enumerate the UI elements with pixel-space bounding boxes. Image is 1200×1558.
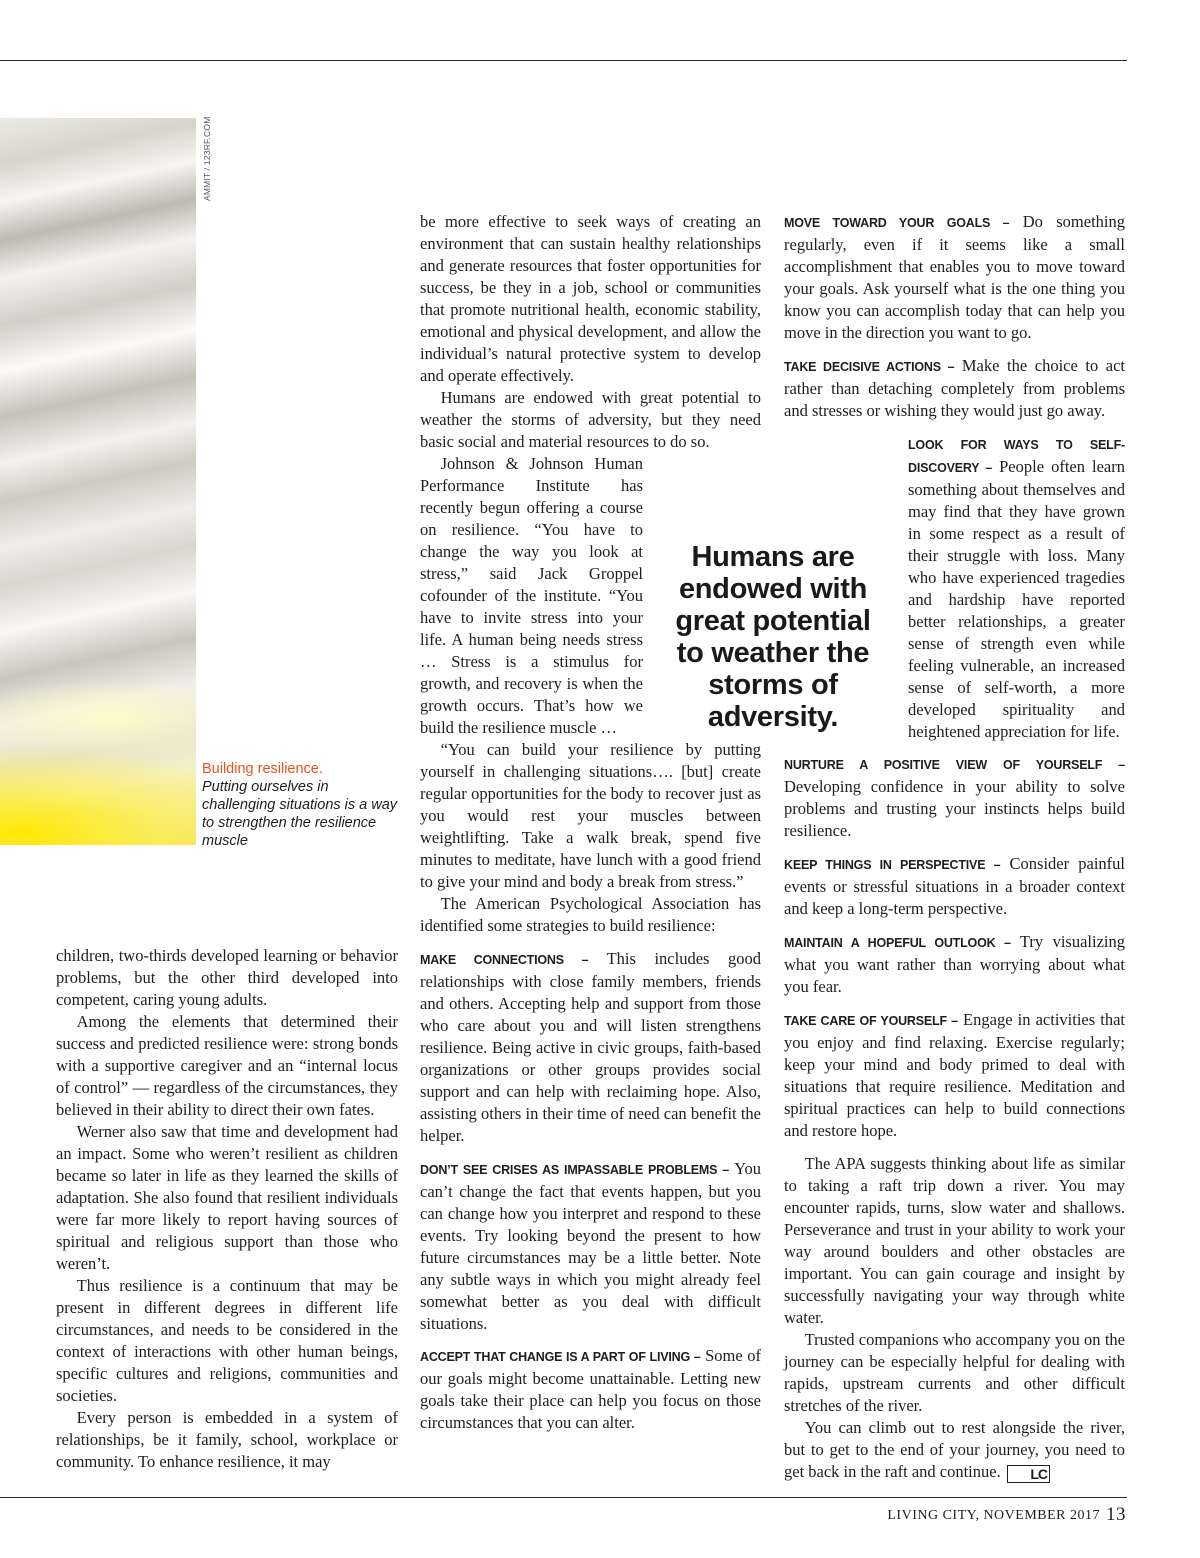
- bottom-rule: [0, 1497, 1127, 1498]
- pull-quote: Humans are endowed with great potential to weather the storms of adversity.: [675, 541, 871, 733]
- paragraph: Johnson & Johnson Human Performance Institute has recently begun offering a course on resilience. “You have to change the way you look at stress,” said Jack Groppel cofounder of the institute. “You have to invite stress into your life. A human being needs stress … Stress is a stimulus for growth, and recovery is when the growth occurs. That’s how we build the resilience muscle …: [420, 454, 643, 737]
- tip-text: Some of our goals might become unattainable. Letting new goals take their place can help you focus on those circumstances that you can alter.: [420, 1346, 761, 1433]
- paragraph: The APA suggests thinking about life as similar to taking a raft trip down a river. You may encounter rapids, turns, slow water and shallows. Perseverance and trust in your ability to work your way around boulders and other obstacles are important. You can gain courage and insight by successfully navigating your way through white water.: [784, 1153, 1125, 1327]
- page-number: 13: [1106, 1504, 1126, 1525]
- tip-lead: MAKE CONNECTIONS –: [420, 952, 589, 967]
- publication-name: LIVING CITY, NOVEMBER 2017: [887, 1508, 1100, 1523]
- paragraph: [784, 1417, 1125, 1483]
- paragraph: be more effective to seek ways of creating an environment that can sustain healthy relationships and generate resources that foster opportunities for success, be they in a job, school or communities that promote nutritional health, economic stability, emotional and physical development, and allow the individual’s natural protective system to develop and operate effectively.: [420, 212, 761, 385]
- tip-text: Engage in activities that you enjoy and find relaxing. Exercise regularly; keep your mind and body primed to deal with situations that require resilience. Meditation and spiritual practices can help to build connections and restore hope.: [784, 1009, 1126, 1140]
- paragraph: children, two-thirds developed learning or behavior problems, but the other third developed into competent, caring young adults.: [56, 946, 398, 1009]
- column-1: [56, 945, 398, 1473]
- caption-title: Building resilience.: [202, 761, 323, 777]
- top-rule: [0, 60, 1127, 61]
- photo-motion-blur-yellow: [0, 118, 196, 845]
- tip-lead: NURTURE A POSITIVE VIEW OF YOURSELF –: [784, 758, 1125, 773]
- photo-credit: AMMIT / 123RF.COM: [202, 116, 212, 201]
- paragraph: The American Psychological Association has identified some strategies to build resilience:: [420, 894, 761, 935]
- tip-dont-see-crises: [420, 1158, 761, 1335]
- paragraph: Trusted companions who accompany you on the journey can be especially helpful for dealing with rapids, upstream currents and other difficult stretches of the river.: [784, 1329, 1125, 1415]
- tip-take-care: [784, 1009, 1125, 1142]
- end-mark-icon: LC: [1007, 1465, 1050, 1483]
- closing-text: You can climb out to rest alongside the river, but to get to the end of your journey, you need to get back in the raft and continue.: [784, 1417, 1125, 1481]
- caption-body: Putting ourselves in challenging situations is a way to strengthen the resilience muscle: [202, 779, 398, 849]
- tip-make-connections: [420, 948, 761, 1147]
- tip-lead: KEEP THINGS IN PERSPECTIVE –: [784, 858, 1001, 873]
- paragraph: Thus resilience is a continuum that may be present in different degrees in different life circumstances, and needs to be considered in the context of interactions with other human beings, specific cultures and religions, communities and societies.: [56, 1276, 398, 1405]
- tip-take-decisive-actions: [784, 355, 1125, 422]
- tip-text: You can’t change the fact that events happen, but you can change how you interpret and respond to these events. Try looking beyond the present to how future circumstances may be a little better. Note any subtle ways in which you might already feel somewhat better as you deal with difficult situations.: [420, 1158, 761, 1333]
- tip-accept-change: [420, 1345, 761, 1434]
- tip-lead: ACCEPT THAT CHANGE IS A PART OF LIVING –: [420, 1350, 701, 1365]
- column-2: [420, 211, 761, 1434]
- tip-hopeful-outlook: [784, 931, 1125, 998]
- tip-lead: MOVE TOWARD YOUR GOALS –: [784, 216, 1010, 230]
- paragraph: Werner also saw that time and development had an impact. Some who weren’t resilient as children became so later in life as they learned the skills of adaptation. She also found that resilient individuals were far more likely to report having sources of spiritual and religious support than those who weren’t.: [56, 1122, 398, 1273]
- paragraph: “You can build your resilience by putting yourself in challenging situations…. [but] create regular opportunities for the body to recover just as you would rest your muscles between weightlifting. Take a walk break, spend five minutes to meditate, have lunch with a good friend to give your mind and body a break from stress.”: [420, 740, 761, 891]
- paragraph: Among the elements that determined their success and predicted resilience were: strong bonds with a supportive caregiver and an “internal locus of control” — regardless of the circumstances, they believed in their ability to direct their own fates.: [56, 1012, 398, 1119]
- paragraph: Every person is embedded in a system of relationships, be it family, school, workplace or community. To enhance resilience, it may: [56, 1408, 398, 1471]
- tip-text: Developing confidence in your ability to solve problems and trusting your instincts helps build resilience.: [784, 777, 1125, 841]
- photo-caption: [202, 760, 402, 850]
- tip-perspective: [784, 853, 1125, 920]
- tip-lead: TAKE DECISIVE ACTIONS –: [784, 359, 955, 374]
- tip-lead: DON’T SEE CRISES AS IMPASSABLE PROBLEMS –: [420, 1162, 730, 1177]
- tip-text: Consider painful events or stressful situations in a broader context and keep a long-term perspective.: [784, 854, 1126, 919]
- tip-text: This includes good relationships with close family members, friends and others. Accepting help and support from those who care about you and will listen strengthens resilience. Being active in civic groups, faith-based organizations or other groups provides social support and can help with reclaiming hope. Also, assisting others in their time of need can benefit the helper.: [420, 948, 762, 1145]
- page-footer: [887, 1504, 1126, 1526]
- tip-text: Do something regularly, even if it seems like a small accomplishment that enables you to move toward your goals. Ask yourself what is the one thing you know you can accomplish today that can help you move in the direction you want to go.: [784, 212, 1125, 342]
- tip-lead: TAKE CARE OF YOURSELF –: [784, 1013, 958, 1028]
- tip-text: People often learn something about themselves and may find that they have grown in some respect as a result of their struggle with loss. Many who have experienced tragedies and hardship have reported better relationships, a greater sense of strength even while feeling vulnerable, an increased sense of self-worth, a more developed spirituality and heightened appreciation for life.: [908, 456, 1125, 741]
- paragraph: Humans are endowed with great potential to weather the storms of adversity, but they need basic social and material resources to do so.: [420, 388, 761, 451]
- tip-text: Make the choice to act rather than detaching completely from problems and stresses or wishing they would just go away.: [784, 355, 1125, 420]
- tip-lead: LOOK FOR WAYS TO SELF-DISCOVERY –: [908, 437, 1125, 475]
- column-3: [784, 211, 1125, 1483]
- tip-lead: MAINTAIN A HOPEFUL OUTLOOK –: [784, 935, 1011, 950]
- tip-text: Try visualizing what you want rather than worrying about what you fear.: [784, 931, 1125, 996]
- tip-move-toward-goals: [784, 211, 1125, 344]
- tip-positive-view: [784, 753, 1125, 842]
